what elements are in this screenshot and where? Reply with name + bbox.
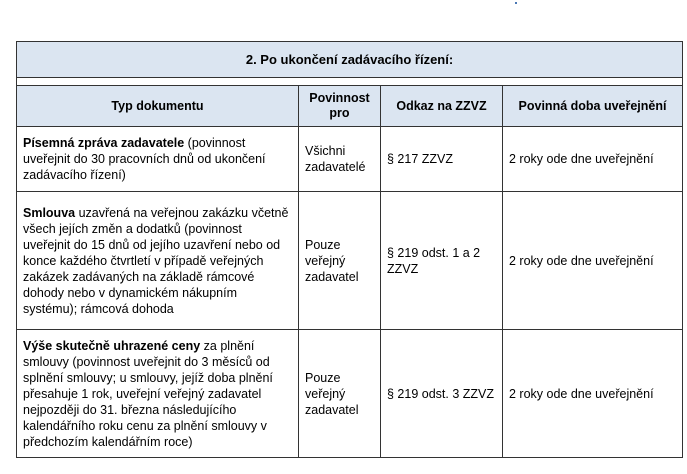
table-row [17,330,683,458]
document-type-cell [17,330,299,458]
document-type-name: Výše skutečně uhrazené ceny [23,338,201,353]
document-type-note: uzavřená na veřejnou zakázku včetně všech jejích změn a dodatků (povinnost uveřejnit do 15 dnů od jejího uzavření nebo od konce každého čtvrtletí v případě veřejných zakázek zadávaných na základě rámcové dohody nebo v dynamickém nákupním systému); rámcová dohoda [23,205,289,316]
obligation-cell: Pouze veřejný zadavatel [299,192,381,330]
duration-cell: 2 roky ode dne uveřejnění [503,127,683,192]
document-type-cell [17,192,299,330]
document-type-note: (povinnost uveřejnit do 30 pracovních dnů od ukončení zadávacího řízení) [23,136,266,182]
reference-cell: § 219 odst. 3 ZZVZ [381,330,503,458]
spacer-row [17,78,683,86]
document-type-name: Smlouva [23,205,76,220]
column-header-doba: Povinná doba uveřejnění [503,86,683,127]
document-type-note: za plnění smlouvy (povinnost uveřejnit do 3 měsíců od splnění smlouvy; u smlouvy, jejíž doba plnění přesahuje 1 rok, uveřejní veřejný zadavatel nejpozději do 31. března následujícího kalendářního roku cenu za plnění smlouvy v předchozím kalendářním roce) [23,338,273,449]
publication-table [16,41,683,458]
document-type-name: Písemná zpráva zadavatele [23,136,185,150]
table-row [17,192,683,330]
obligation-cell: Všichni zadavatelé [299,127,381,192]
reference-cell: § 217 ZZVZ [381,127,503,192]
duration-cell: 2 roky ode dne uveřejnění [503,192,683,330]
column-header-odkaz: Odkaz na ZZVZ [381,86,503,127]
duration-cell: 2 roky ode dne uveřejnění [503,330,683,458]
decorative-dot [515,2,517,4]
table-row [17,127,683,192]
document-type-cell [17,127,299,192]
column-header-povinnost: Povinnost pro [299,86,381,127]
column-header-typ: Typ dokumentu [17,86,299,127]
reference-cell: § 219 odst. 1 a 2 ZZVZ [381,192,503,330]
section-title: 2. Po ukončení zadávacího řízení: [17,42,683,78]
column-header-row [17,86,683,127]
obligation-cell: Pouze veřejný zadavatel [299,330,381,458]
section-header-row [17,42,683,78]
